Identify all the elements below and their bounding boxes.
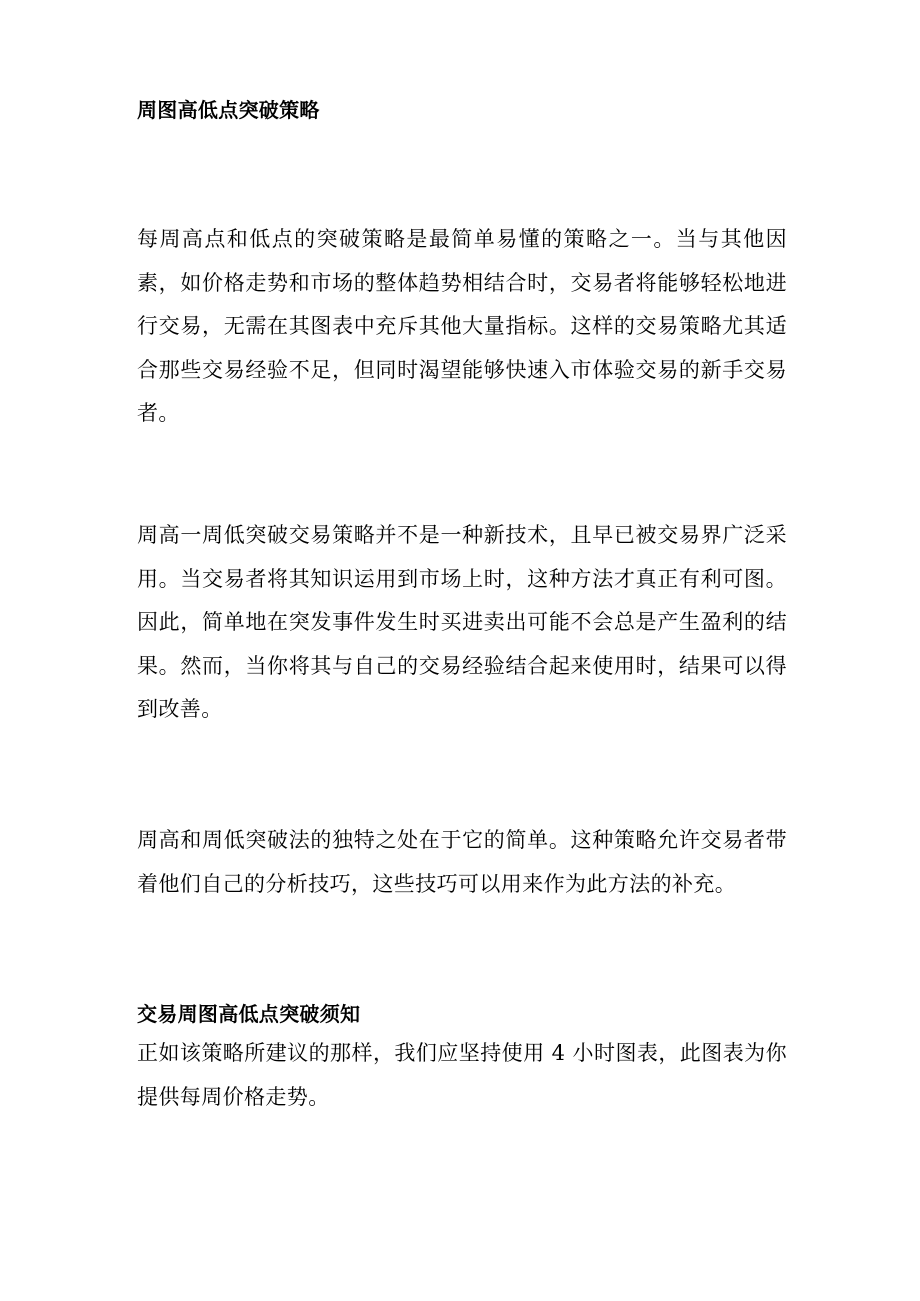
document-title: 周图高低点突破策略 (137, 98, 320, 122)
paragraph-simplicity: 周高和周低突破法的独特之处在于它的简单。这种策略允许交易者带着他们自己的分析技巧，这些技巧可以用来作为此方法的补充。 (137, 828, 787, 896)
paragraph-history: 周高一周低突破交易策略并不是一种新技术，且早已被交易界广泛采用。当交易者将其知识运用到市场上时，这种方法才真正有利可图。因此，简单地在突发事件发生时买进卖出可能不会总是产生盈利的结果。然而，当你将其与自己的交易经验结合起来使用时，结果可以得到改善。 (137, 523, 787, 721)
paragraph-section: 正如该策略所建议的那样，我们应坚持使用 4 小时图表，此图表为你提供每周价格走势。 (137, 1041, 787, 1109)
paragraph-intro: 每周高点和低点的突破策略是最简单易懂的策略之一。当与其他因素，如价格走势和市场的整体趋势相结合时，交易者将能够轻松地进行交易，无需在其图表中充斥其他大量指标。这样的交易策略尤其适合那些交易经验不足，但同时渴望能够快速入市体验交易的新手交易者。 (137, 227, 787, 425)
section-heading: 交易周图高低点突破须知 (137, 1002, 361, 1026)
